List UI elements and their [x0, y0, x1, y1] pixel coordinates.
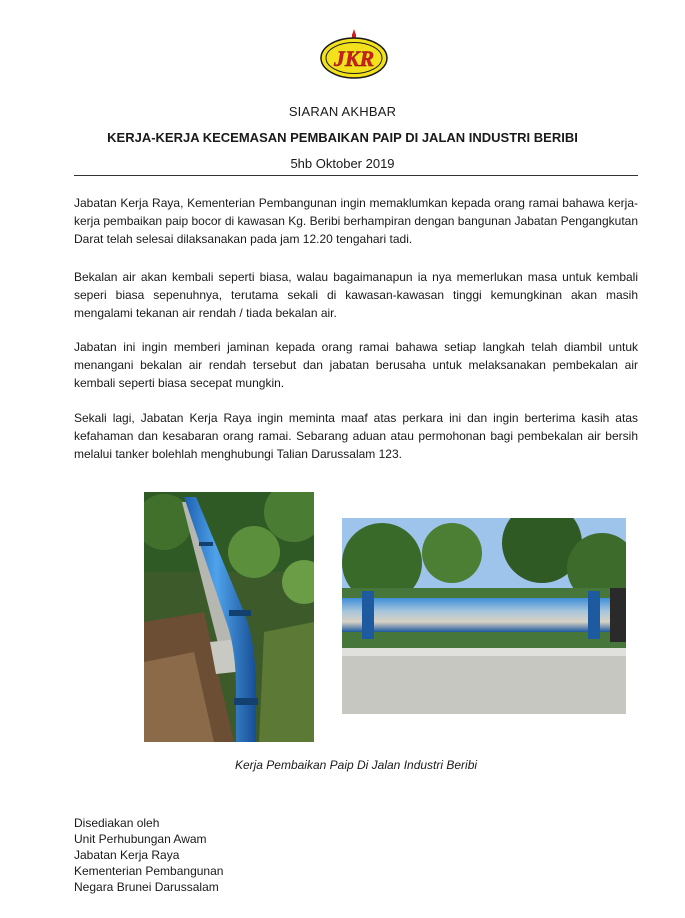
paragraph: Sekali lagi, Jabatan Kerja Raya ingin meminta maaf atas perkara ini dan ingin berterima kasih atas kefahaman dan kesabaran orang ramai. Sebarang aduan atau permohonan bagi pembekalan air bersih melalui tanker bolehlah menghubungi Talian Darussalam 123.	[74, 411, 638, 461]
document-label: SIARAN AKHBAR	[288, 104, 397, 119]
paragraph: Jabatan ini ingin memberi jaminan kepada orang ramai bahawa setiap langkah telah diambil untuk menangani bekalan air rendah tersebut dan jabatan berusaha untuk melaksanakan pembekalan air kembali seperti biasa secepat mungkin.	[74, 340, 638, 390]
pipe-repair-photo-left	[144, 492, 314, 742]
signature-line: Jabatan Kerja Raya	[74, 848, 180, 862]
logo-text: JKR	[333, 46, 375, 71]
document-title: KERJA-KERJA KECEMASAN PEMBAIKAN PAIP DI JALAN INDUSTRI BERIBI	[107, 130, 578, 145]
pipe-repair-photo-right	[342, 518, 626, 714]
signature-line: Kementerian Pembangunan	[74, 864, 224, 878]
paragraph: Bekalan air akan kembali seperti biasa, walau bagaimanapun ia nya memerlukan masa untuk kembali seperi biasa sepenuhnya, terutama sekali di kawasan-kawasan tinggi kemungkinan akan masih mengalami tekanan air rendah / tiada bekalan air.	[74, 270, 638, 320]
signature-line: Negara Brunei Darussalam	[74, 880, 219, 894]
document-date: 5hb Oktober 2019	[290, 156, 395, 171]
signature-line: Disediakan oleh	[74, 816, 160, 830]
signature-line: Unit Perhubungan Awam	[74, 832, 207, 846]
jkr-logo	[318, 26, 390, 80]
photo-caption: Kerja Pembaikan Paip Di Jalan Industri Beribi	[234, 758, 478, 772]
paragraph: Jabatan Kerja Raya, Kementerian Pembangunan ingin memaklumkan kepada orang ramai bahawa kerja-kerja pembaikan paip bocor di kawasan Kg. Beribi berhampiran dengan bangunan Jabatan Pengangkutan Darat telah selesai dilaksanakan pada jam 12.20 tengahari tadi.	[74, 196, 638, 246]
header-divider	[74, 175, 638, 176]
